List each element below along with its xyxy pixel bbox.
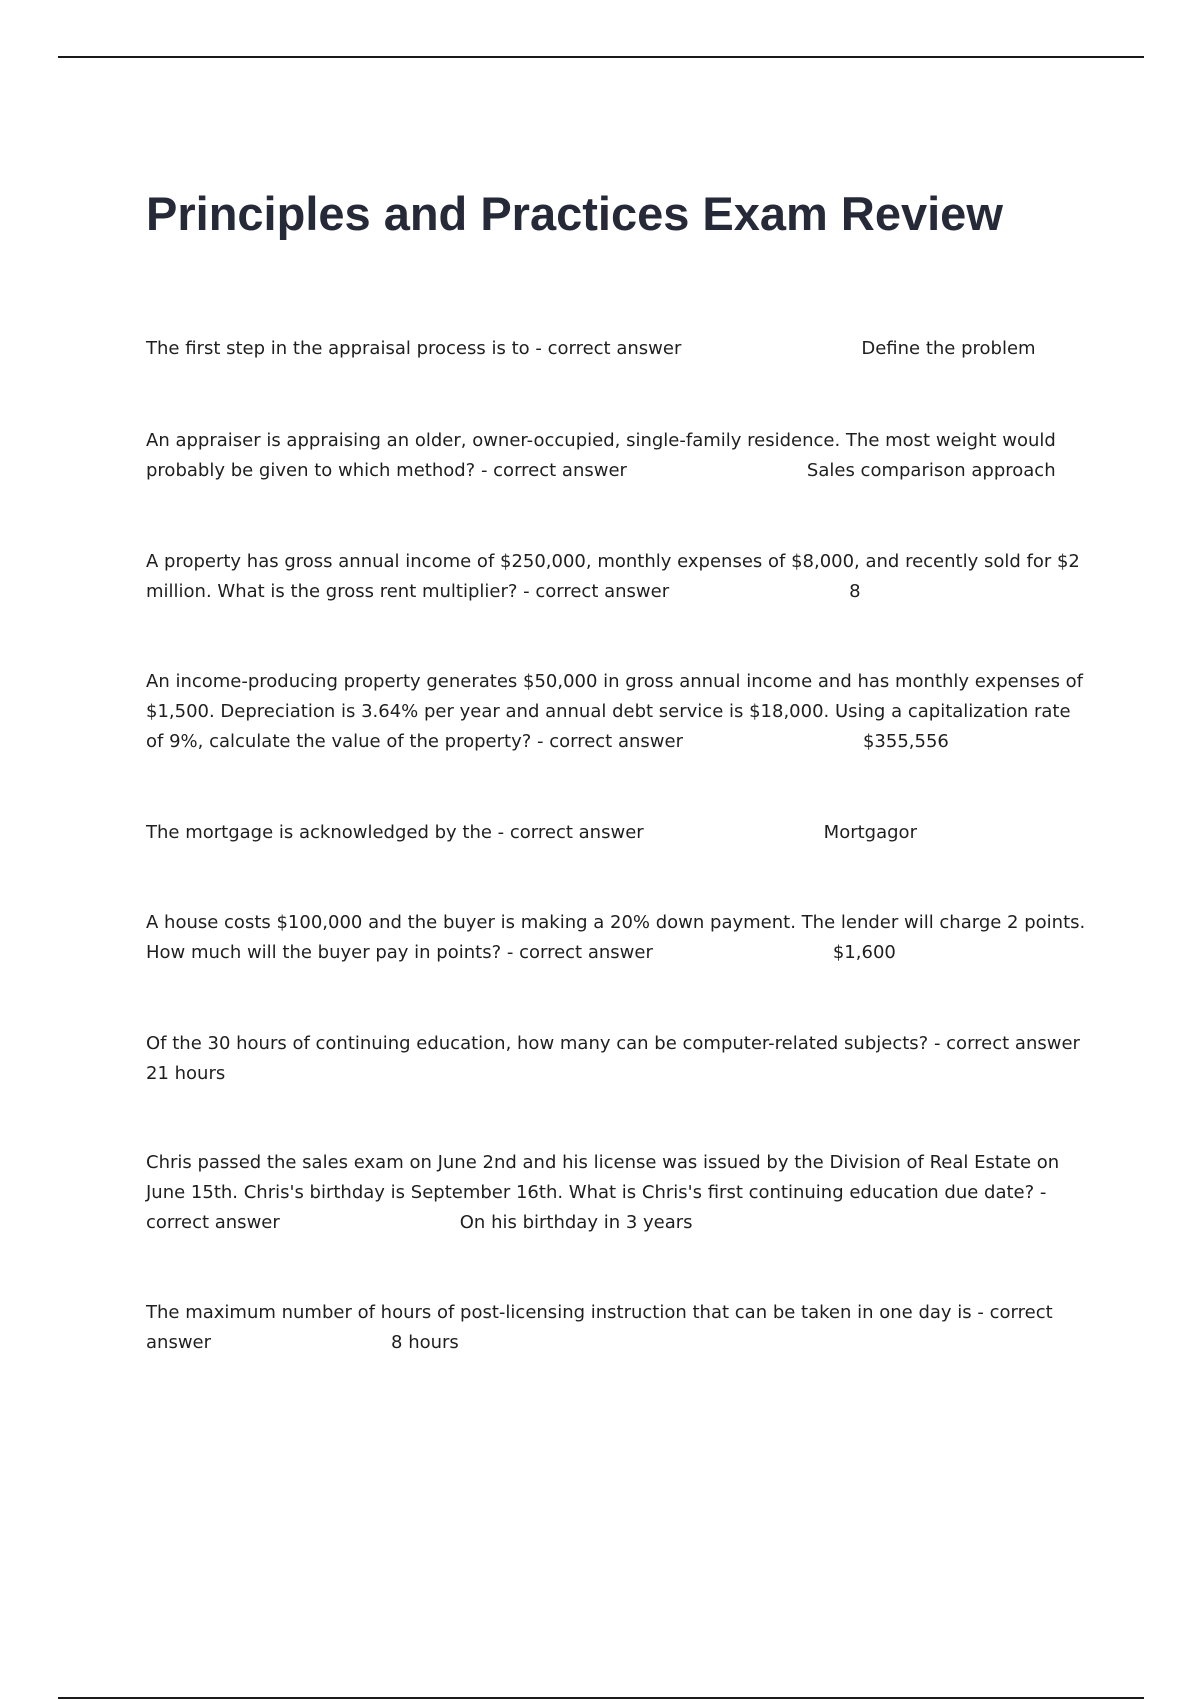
qa-item — [146, 1298, 1086, 1358]
answer-text: $355,556 — [862, 731, 949, 752]
answer-text: $1,600 — [832, 942, 896, 963]
header-rule — [58, 56, 1144, 58]
qa-item — [146, 1148, 1086, 1238]
qa-item — [146, 818, 1086, 848]
qa-item — [146, 547, 1086, 607]
question-text: A house costs $100,000 and the buyer is making a 20% down payment. The lender will charge 2 points. How much will the buyer pay in points? - correct answer — [146, 912, 1086, 963]
answer-text: Define the problem — [861, 338, 1036, 359]
answer-text: 21 hours — [146, 1063, 226, 1084]
answer-text: 8 hours — [391, 1332, 459, 1353]
answer-text: On his birthday in 3 years — [459, 1212, 693, 1233]
question-text: An income-producing property generates $50,000 in gross annual income and has monthly expenses of $1,500. Depreciation is 3.64% per year and annual debt service is $18,000. Using a capitalization rate of 9%, calculate the value of the property? - correct answer — [146, 671, 1084, 752]
answer-text: Sales comparison approach — [806, 460, 1056, 481]
qa-item — [146, 334, 1086, 364]
qa-item — [146, 908, 1086, 968]
question-text: Chris passed the sales exam on June 2nd and his license was issued by the Division of Real Estate on June 15th. Chris's birthday is September 16th. What is Chris's first continuing education due date? - correct answer — [146, 1152, 1060, 1233]
qa-item — [146, 667, 1086, 757]
question-text: An appraiser is appraising an older, owner-occupied, single-family residence. The most weight would probably be given to which method? - correct answer — [146, 430, 1056, 481]
qa-item — [146, 426, 1086, 486]
question-text: The first step in the appraisal process is to - correct answer — [146, 338, 682, 359]
question-text: The mortgage is acknowledged by the - correct answer — [146, 822, 644, 843]
question-text: A property has gross annual income of $250,000, monthly expenses of $8,000, and recently sold for $2 million. What is the gross rent multiplier? - correct answer — [146, 551, 1080, 602]
question-text: Of the 30 hours of continuing education, how many can be computer-related subjects? - correct answer — [146, 1033, 1080, 1054]
question-text: The maximum number of hours of post-licensing instruction that can be taken in one day is - correct answer — [146, 1302, 1053, 1353]
answer-text: 8 — [849, 581, 861, 602]
document-title: Principles and Practices Exam Review — [146, 187, 1003, 240]
qa-item — [146, 1029, 1086, 1089]
footer-rule — [58, 1697, 1144, 1699]
answer-text: Mortgagor — [823, 822, 917, 843]
